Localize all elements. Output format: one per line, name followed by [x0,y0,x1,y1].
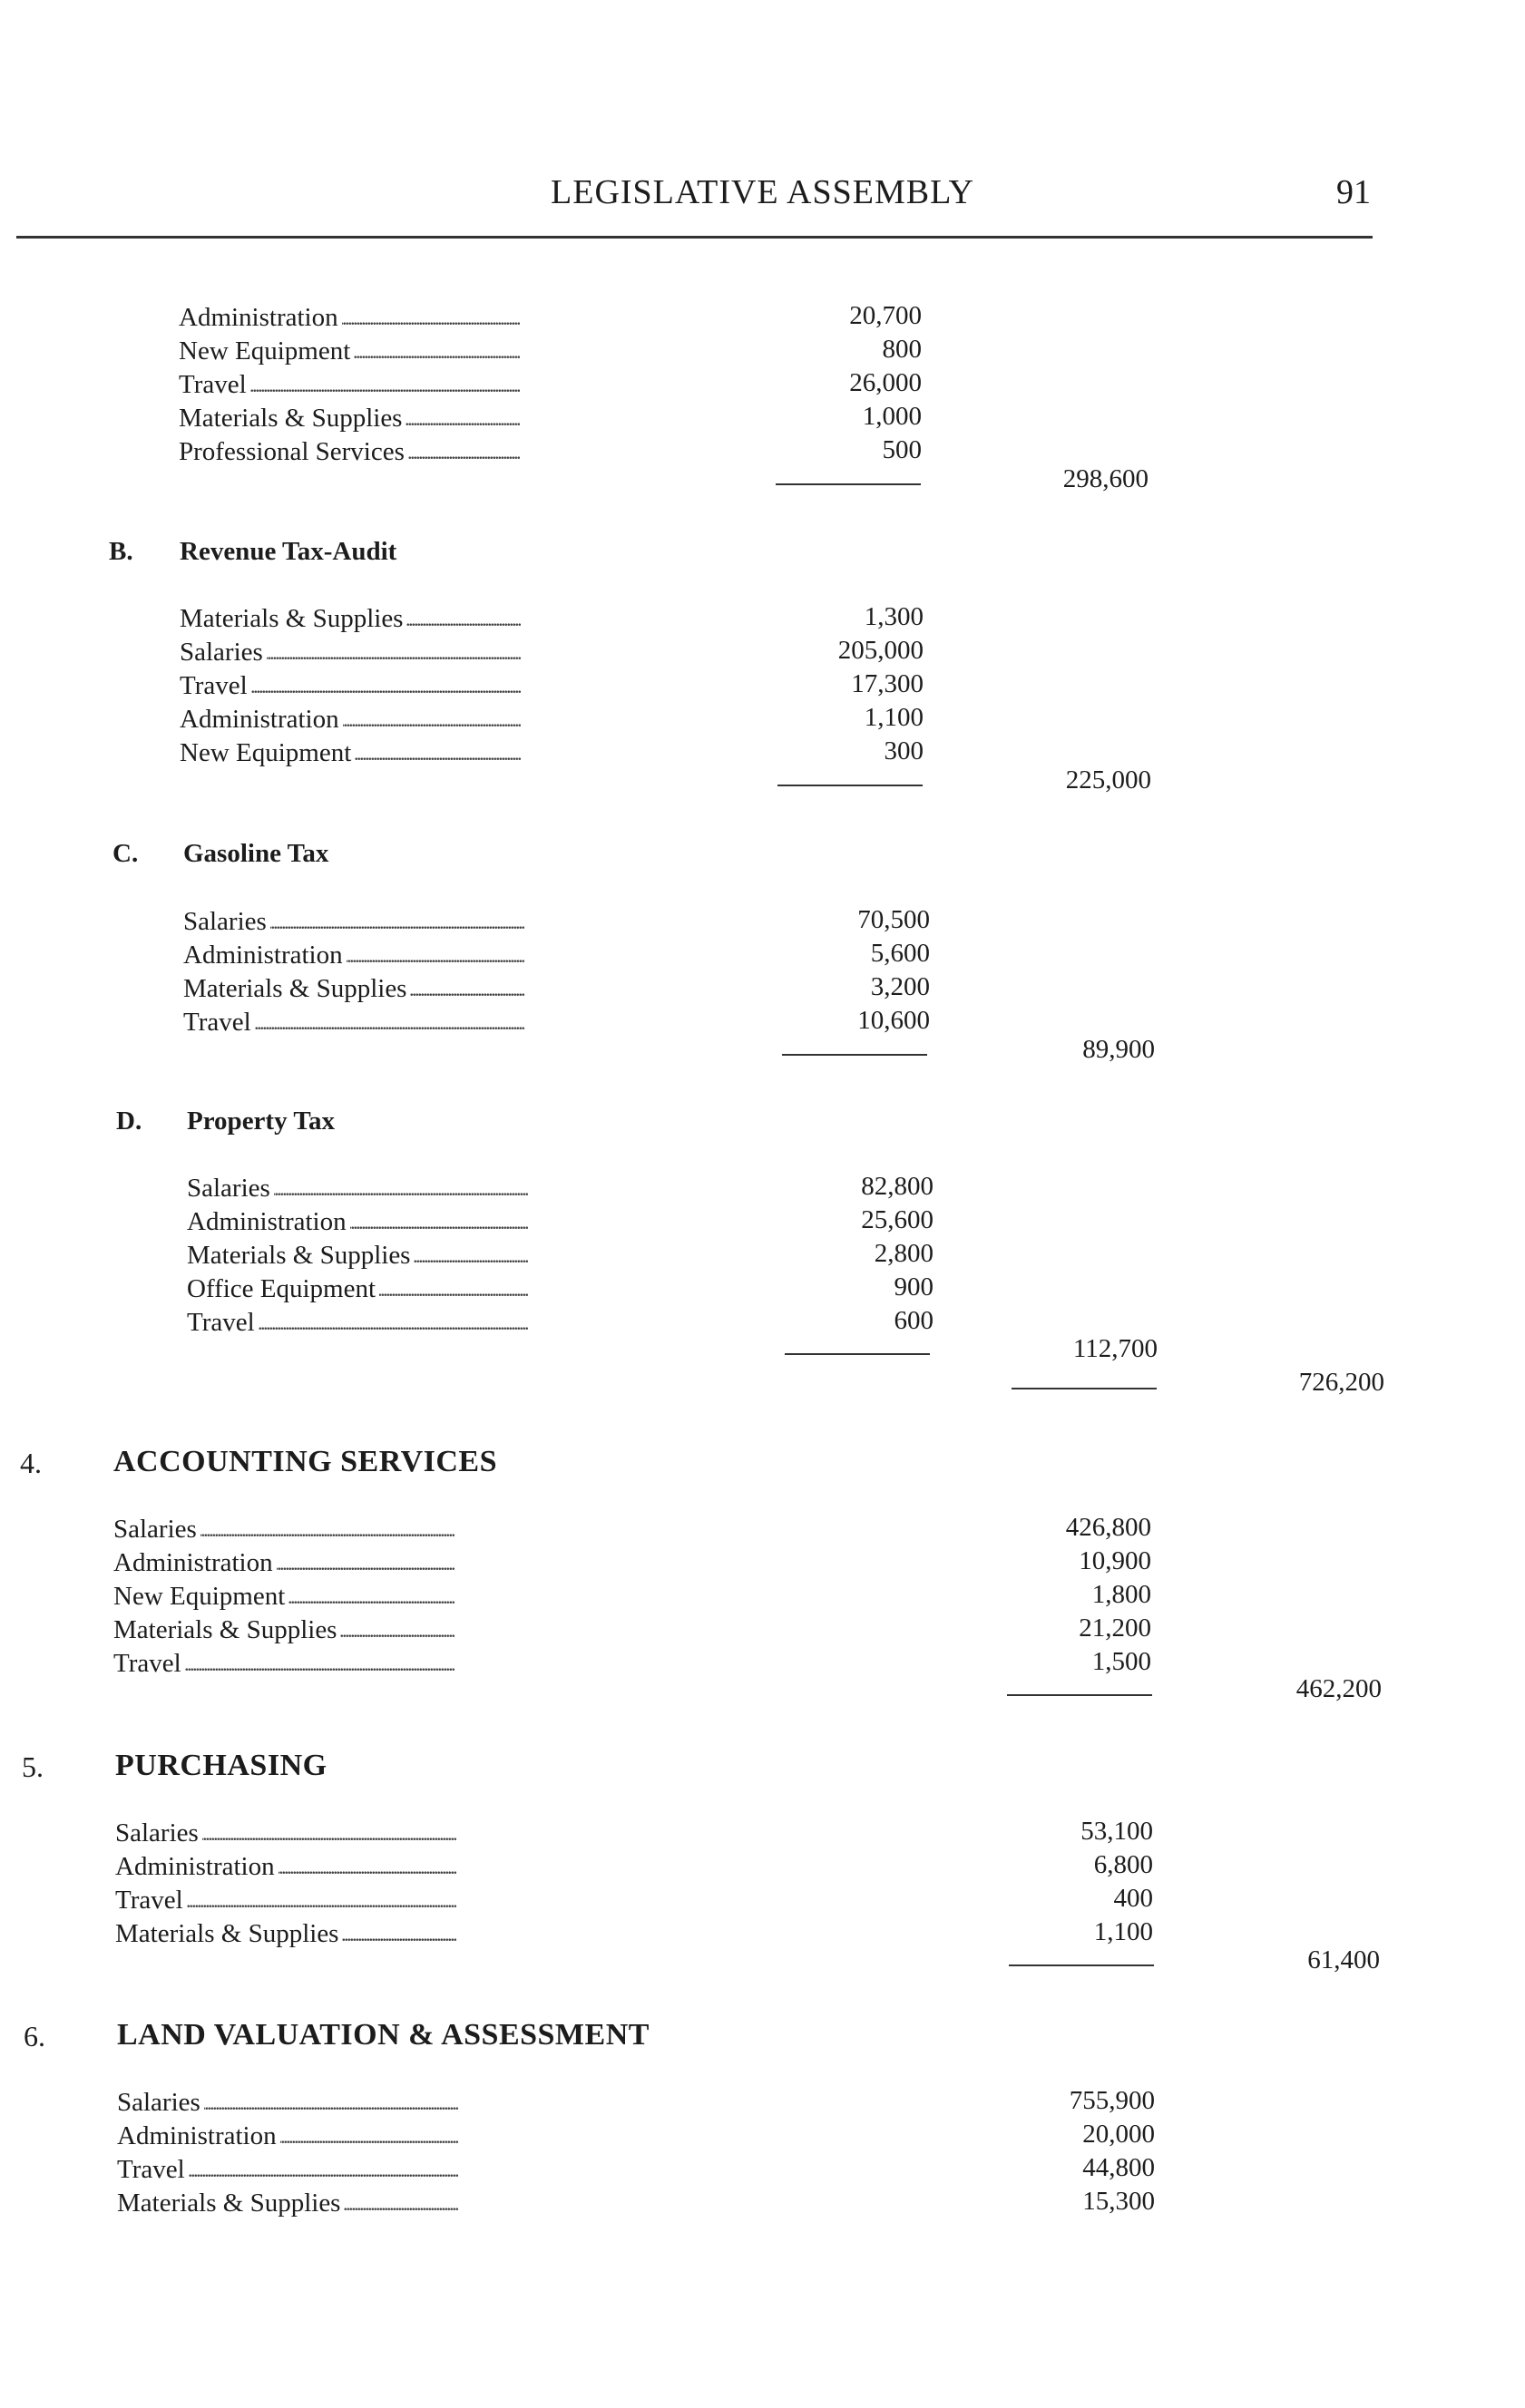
subtotal-amount: 225,000 [1065,765,1151,795]
list-item [115,1884,927,1917]
item-label: Travel [183,1008,255,1037]
item-label: Salaries [115,1818,202,1847]
list-item [179,301,696,335]
item-amount: 755,900 [1069,2086,1155,2115]
item-amount: 1,000 [862,402,922,431]
subtotal-amount: 89,900 [1082,1035,1155,1064]
item-amount: 26,000 [849,368,922,397]
list-item [117,2120,929,2153]
list-item [183,939,704,972]
item-amount: 53,100 [1080,1817,1153,1846]
list-item [179,435,696,469]
list-item [117,2086,929,2120]
item-label: Salaries [183,907,270,936]
item-label: Travel [180,671,251,700]
section-number: 6. [24,2020,45,2052]
item-amount: 400 [1113,1884,1153,1913]
item-amount: 205,000 [837,636,924,665]
item-amount: 1,800 [1091,1580,1151,1609]
list-item [179,402,696,435]
list-item [117,2153,929,2187]
item-label: New Equipment [180,738,355,767]
item-amount: 1,300 [864,602,924,631]
list-item [180,669,699,703]
item-label: New Equipment [179,336,354,366]
section-title: LAND VALUATION & ASSESSMENT [117,2018,650,2052]
item-label: Travel [113,1649,185,1678]
list-item [179,368,696,402]
item-amount: 1,100 [864,703,924,732]
item-amount: 15,300 [1082,2187,1155,2216]
list-item [180,703,699,736]
list-item [183,1006,704,1039]
item-label: Administration [113,1548,277,1577]
section-letter: B. [109,537,133,566]
item-amount: 20,700 [849,301,922,330]
list-item [180,602,699,636]
item-amount: 10,600 [857,1006,930,1035]
item-label: Administration [187,1207,350,1236]
subtotal-rule [1007,1694,1152,1696]
item-label: Salaries [180,638,267,667]
section-title: Gasoline Tax [183,839,329,868]
item-amount: 800 [882,335,922,364]
list-item [115,1817,927,1850]
page-number: 91 [1336,173,1371,211]
list-item [117,2187,929,2220]
subtotal-rule [776,483,921,485]
item-label: Administration [183,941,347,970]
item-amount: 1,100 [1093,1917,1153,1946]
section-number: 5. [22,1750,44,1783]
subtotal-rule [785,1353,930,1355]
list-item [113,1546,925,1580]
item-label: Salaries [187,1174,274,1203]
section-total-amount: 61,400 [1307,1945,1380,1974]
list-item [180,636,699,669]
subtotal-amount: 298,600 [1062,464,1149,493]
list-item [179,335,696,368]
header-rule [16,236,1373,239]
section-title: ACCOUNTING SERVICES [113,1445,497,1478]
list-item [115,1917,927,1951]
total-rule [1012,1388,1157,1389]
item-amount: 70,500 [857,905,930,934]
item-amount: 21,200 [1079,1613,1151,1643]
item-label: Salaries [117,2088,204,2117]
section-number: 4. [20,1447,42,1479]
item-amount: 10,900 [1079,1546,1151,1575]
item-amount: 25,600 [861,1205,934,1234]
list-item [187,1205,708,1239]
item-label: Administration [117,2121,280,2150]
item-label: Administration [179,303,342,332]
list-item [187,1306,708,1340]
section-title: Revenue Tax-Audit [180,537,397,566]
item-amount: 500 [882,435,922,464]
section-letter: C. [112,839,139,868]
section-total-amount: 462,200 [1295,1674,1382,1703]
item-label: Materials & Supplies [180,604,406,633]
item-label: Materials & Supplies [115,1919,342,1948]
item-amount: 600 [894,1306,934,1335]
list-item [180,736,699,770]
section-letter: D. [116,1107,142,1136]
item-label: Travel [117,2155,189,2184]
item-label: Travel [179,370,250,399]
page-header-title: LEGISLATIVE ASSEMBLY [551,173,974,211]
item-amount: 426,800 [1065,1513,1151,1542]
item-amount: 20,000 [1082,2120,1155,2149]
list-item [113,1513,925,1546]
subtotal-rule [782,1054,927,1056]
item-amount: 44,800 [1082,2153,1155,2182]
item-label: New Equipment [113,1582,288,1611]
list-item [187,1272,708,1306]
item-amount: 5,600 [870,939,930,968]
item-amount: 1,500 [1091,1647,1151,1676]
item-amount: 6,800 [1093,1850,1153,1879]
item-label: Administration [115,1852,279,1881]
list-item [113,1580,925,1613]
list-item [183,972,704,1006]
list-item [113,1647,925,1681]
list-item [113,1613,925,1647]
item-label: Office Equipment [187,1274,379,1303]
item-label: Travel [115,1886,187,1915]
list-item [183,905,704,939]
item-amount: 300 [884,736,924,765]
item-label: Administration [180,705,343,734]
list-item [187,1172,708,1205]
subtotal-rule [1009,1964,1154,1966]
item-amount: 2,800 [874,1239,934,1268]
item-label: Materials & Supplies [179,404,406,433]
list-item [187,1239,708,1272]
item-label: Professional Services [179,437,408,466]
list-item [115,1850,927,1884]
item-amount: 17,300 [851,669,924,698]
item-label: Materials & Supplies [117,2189,344,2218]
subtotal-amount: 112,700 [1072,1334,1158,1363]
grand-total-amount: 726,200 [1298,1368,1384,1397]
item-label: Travel [187,1308,259,1337]
item-label: Salaries [113,1515,200,1544]
item-amount: 3,200 [870,972,930,1001]
section-title: PURCHASING [115,1749,327,1782]
subtotal-rule [777,785,923,786]
item-amount: 900 [894,1272,934,1301]
item-amount: 82,800 [861,1172,934,1201]
item-label: Materials & Supplies [113,1615,340,1644]
section-title: Property Tax [187,1107,335,1136]
item-label: Materials & Supplies [183,974,410,1003]
item-label: Materials & Supplies [187,1241,414,1270]
